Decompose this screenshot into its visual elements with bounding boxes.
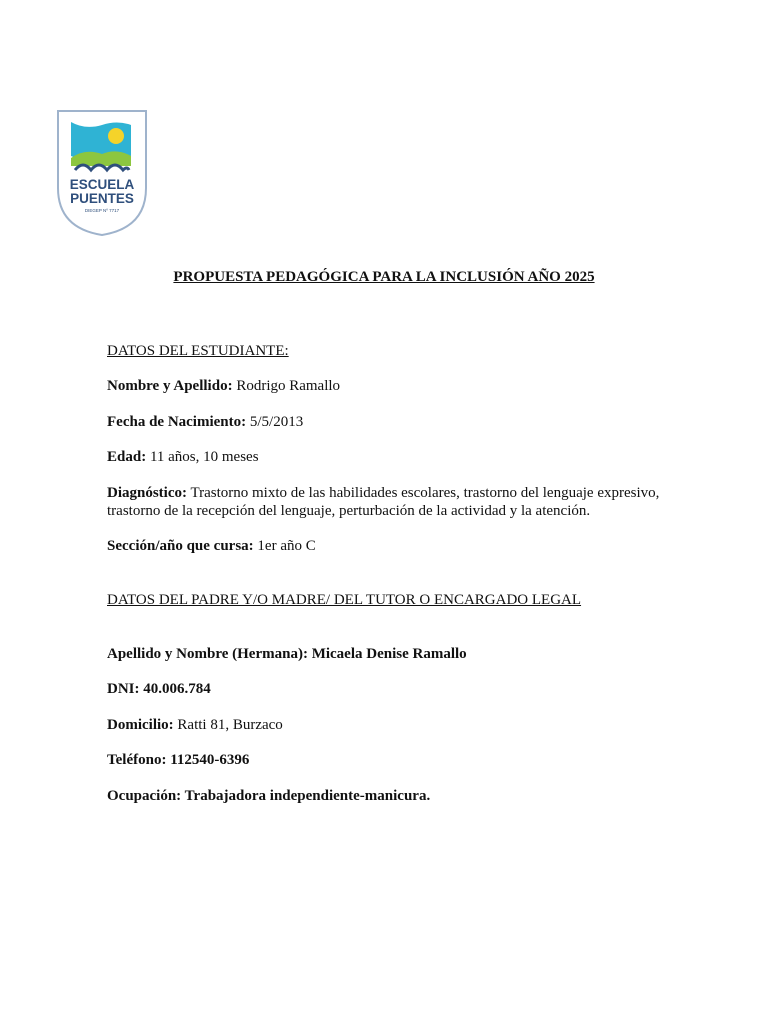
student-birth-field xyxy=(107,413,687,431)
guardian-occupation-field: Ocupación: Trabajadora independiente-manicura. xyxy=(107,788,431,804)
student-age-field xyxy=(107,448,687,466)
student-age-label: Edad: xyxy=(107,449,147,465)
logo-name-line1: ESCUELA xyxy=(69,177,135,192)
student-birth-label: Fecha de Nacimiento: xyxy=(107,414,247,430)
student-birth-value: 5/5/2013 xyxy=(246,414,304,430)
student-name-field xyxy=(107,377,687,395)
student-age-value: 11 años, 10 meses xyxy=(146,449,259,465)
guardian-dni-field: DNI: 40.006.784 xyxy=(107,681,211,697)
student-diagnosis-value: Trastorno mixto de las habilidades escolares, trastorno del lenguaje expresivo, trastorno de la recepción del lenguaje, perturbación de la actividad y la atención. xyxy=(107,485,660,519)
sun-icon xyxy=(108,128,124,144)
guardian-section-heading: DATOS DEL PADRE Y/O MADRE/ DEL TUTOR O ENCARGADO LEGAL xyxy=(107,592,582,608)
student-diagnosis-label: Diagnóstico: xyxy=(107,485,187,501)
student-grade-label: Sección/año que cursa: xyxy=(107,538,254,554)
student-grade-value: 1er año C xyxy=(253,538,316,554)
student-section-heading: DATOS DEL ESTUDIANTE: xyxy=(107,343,289,359)
logo-registration: DIEGEP Nº 7717 xyxy=(84,208,120,213)
guardian-address-label: Domicilio: xyxy=(107,717,174,733)
guardian-address-value: Ratti 81, Burzaco xyxy=(173,717,283,733)
logo-name-line2: PUENTES xyxy=(70,191,134,206)
guardian-name-field: Apellido y Nombre (Hermana): Micaela Denise Ramallo xyxy=(107,646,467,662)
student-grade-field xyxy=(107,537,687,555)
document-title: PROPUESTA PEDAGÓGICA PARA LA INCLUSIÓN AÑO 2025 xyxy=(173,269,595,285)
school-logo xyxy=(55,108,149,238)
guardian-address-field xyxy=(107,716,687,734)
student-name-value: Rodrigo Ramallo xyxy=(232,378,341,394)
student-name-label: Nombre y Apellido: xyxy=(107,378,233,394)
student-diagnosis-field xyxy=(107,484,667,520)
guardian-phone-field: Teléfono: 112540-6396 xyxy=(107,752,250,768)
